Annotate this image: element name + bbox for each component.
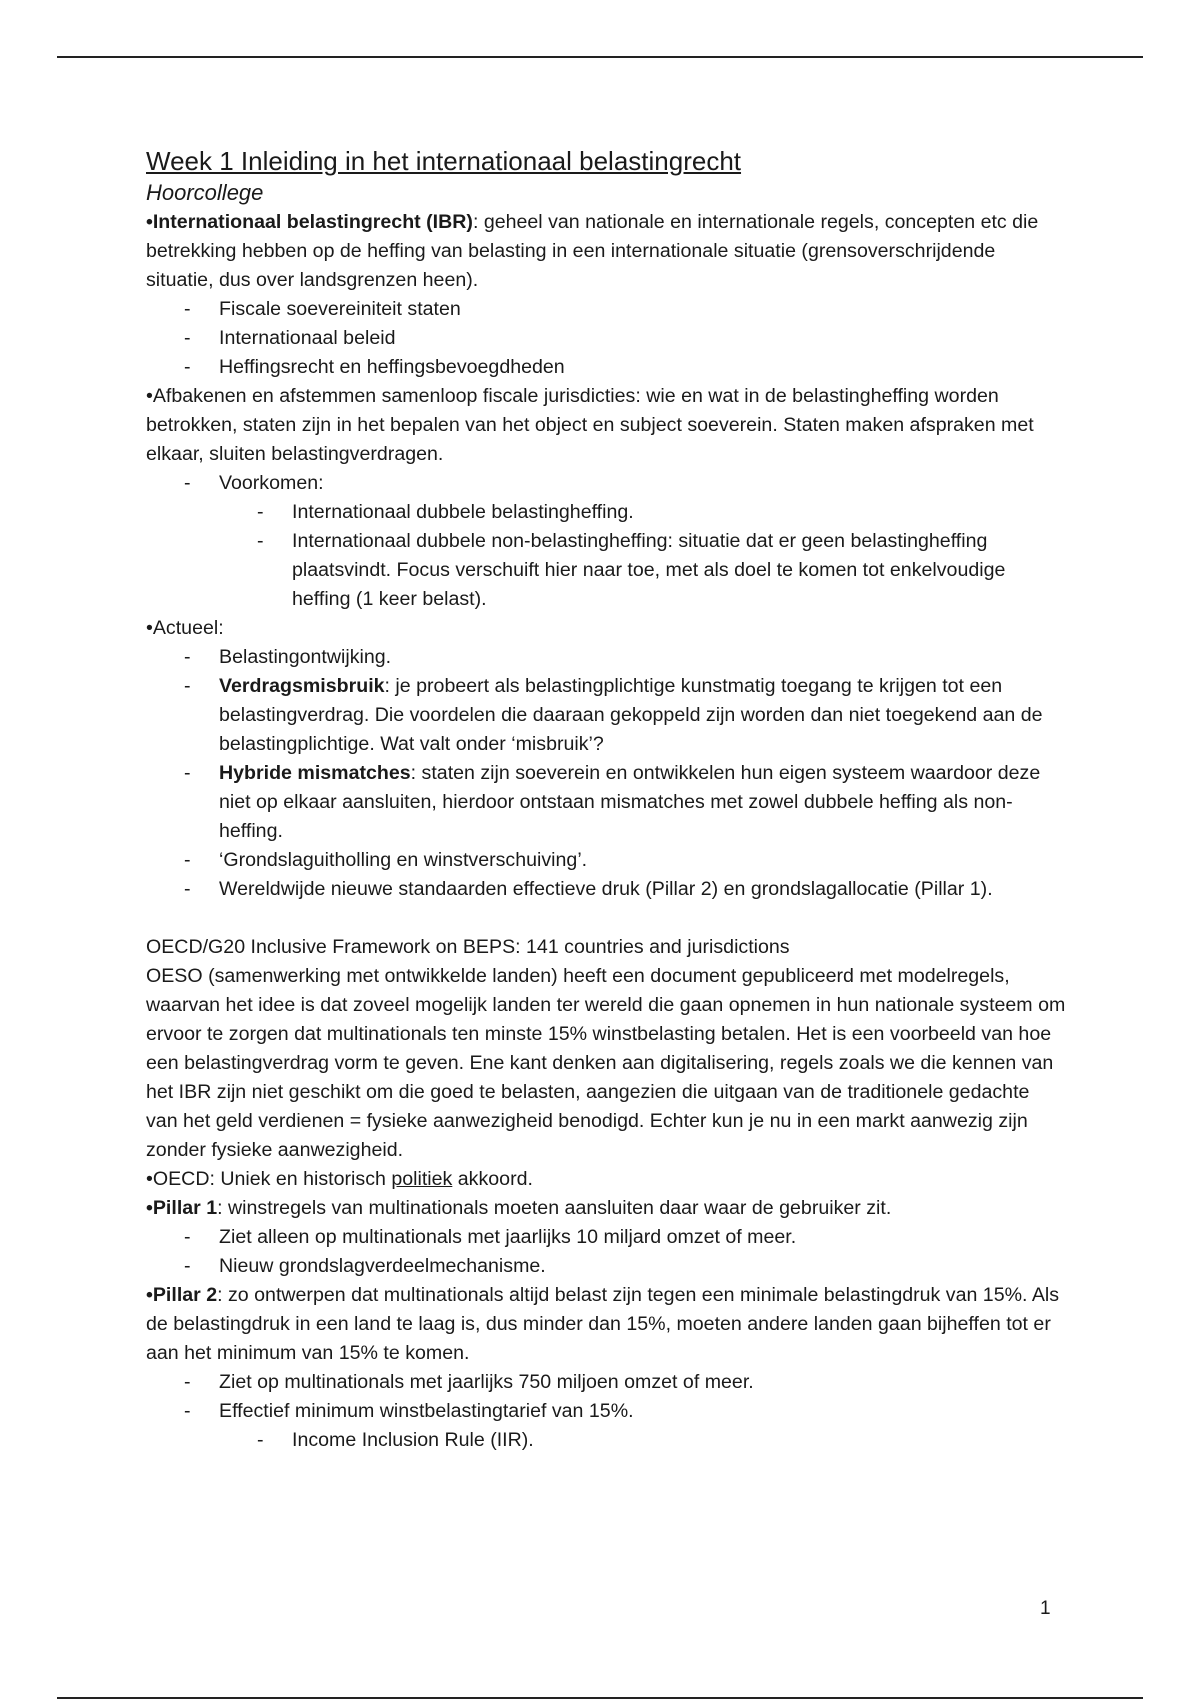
afbakenen-paragraph: •Afbakenen en afstemmen samenloop fiscale jurisdicties: wie en wat in de belastingheffing worden betrokken, staten zijn in het bepalen van het object en subject soeverein. Staten maken afspraken met elkaar, sluiten belastingverdragen. xyxy=(146,385,1034,465)
pillar1-paragraph xyxy=(146,1194,1066,1223)
sub-list-item xyxy=(146,1426,1066,1455)
dash: - xyxy=(184,298,191,320)
term-hybride-mismatches: Hybride mismatches xyxy=(219,762,411,784)
dash: - xyxy=(257,530,264,552)
list-item xyxy=(146,759,1066,846)
top-rule xyxy=(57,56,1143,58)
list-item-text: Nieuw grondslagverdeelmechanisme. xyxy=(219,1255,546,1277)
dash: - xyxy=(184,878,191,900)
sub-list-item xyxy=(146,498,1066,527)
list-item xyxy=(146,353,1066,382)
dash: - xyxy=(184,472,191,494)
term-verdragsmisbruik: Verdragsmisbruik xyxy=(219,675,385,697)
list-item-text: : staten zijn soeverein en ontwikkelen hun eigen systeem waardoor deze niet op elkaar aansluiten, hierdoor ontstaan mismatches met zowel dubbele heffing als non-heffing. xyxy=(219,762,1041,842)
dash: - xyxy=(184,762,191,784)
list-item-text: Internationaal beleid xyxy=(219,327,396,349)
list-item-text: Heffingsrecht en heffingsbevoegdheden xyxy=(219,356,565,378)
dash: - xyxy=(257,1429,264,1451)
list-item-text: Ziet alleen op multinationals met jaarlijks 10 miljard omzet of meer. xyxy=(219,1226,797,1248)
list-item-text: Internationaal dubbele non-belastingheffing: situatie dat er geen belastingheffing plaatsvindt. Focus verschuift hier naar toe, met als doel te komen tot enkelvoudige heffing (1 keer belast). xyxy=(292,530,1006,610)
list-item xyxy=(146,469,1066,498)
bottom-rule xyxy=(57,1697,1143,1699)
spacer xyxy=(146,904,1066,933)
dash: - xyxy=(184,1371,191,1393)
list-item xyxy=(146,643,1066,672)
list-item xyxy=(146,324,1066,353)
list-item-text: Wereldwijde nieuwe standaarden effectieve druk (Pillar 2) en grondslagallocatie (Pillar 1). xyxy=(219,878,993,900)
dash: - xyxy=(184,327,191,349)
ibr-text: : geheel van nationale en internationale regels, concepten etc die betrekking hebben op de heffing van belasting in een internationale situatie (grensoverschrijdende situatie, dus over landsgrenzen heen). xyxy=(146,211,1039,291)
document-page xyxy=(146,144,1066,1455)
list-item-text: Ziet op multinationals met jaarlijks 750 miljoen omzet of meer. xyxy=(219,1371,754,1393)
dash: - xyxy=(184,849,191,871)
list-item-text: Belastingontwijking. xyxy=(219,646,392,668)
list-item xyxy=(146,1223,1066,1252)
dash: - xyxy=(184,675,191,697)
list-item xyxy=(146,672,1066,759)
pillar2-term: •Pillar 2 xyxy=(146,1284,218,1306)
pillar2-text: : zo ontwerpen dat multinationals altijd belast zijn tegen een minimale belastingdruk van 15%. Als de belastingdruk in een land te laag is, dus minder dan 15%, moeten andere landen gaan bijheffen tot er aan het minimum van 15% te komen. xyxy=(146,1284,1060,1364)
page-number: 1 xyxy=(1040,1598,1051,1619)
sub-list-item xyxy=(146,527,1066,614)
oecd-text: •OECD: Uniek en historisch xyxy=(146,1168,392,1190)
list-item-text: Voorkomen: xyxy=(219,472,324,494)
list-item xyxy=(146,846,1066,875)
pillar1-term: •Pillar 1 xyxy=(146,1197,218,1219)
actueel-heading: •Actueel: xyxy=(146,617,224,639)
dash: - xyxy=(184,1255,191,1277)
dash: - xyxy=(184,1226,191,1248)
oecd-text-end: akkoord. xyxy=(452,1168,533,1190)
list-item xyxy=(146,1252,1066,1281)
list-item-text: Income Inclusion Rule (IIR). xyxy=(292,1429,534,1451)
dash: - xyxy=(184,356,191,378)
ibr-term: •Internationaal belastingrecht (IBR) xyxy=(146,211,473,233)
dash: - xyxy=(184,646,191,668)
oecd-akkoord-line xyxy=(146,1165,1066,1194)
pillar1-text: : winstregels van multinationals moeten aansluiten daar waar de gebruiker zit. xyxy=(217,1197,892,1219)
list-item xyxy=(146,875,1066,904)
pillar2-paragraph xyxy=(146,1281,1066,1368)
list-item-text: : je probeert als belastingplichtige kunstmatig toegang te krijgen tot een belastingverdrag. Die voordelen die daaraan gekoppeld zijn worden dan niet toegekend aan de belastingplichtige. Wat valt onder ‘misbruik’? xyxy=(219,675,1043,755)
list-item-text: Internationaal dubbele belastingheffing. xyxy=(292,501,634,523)
list-item xyxy=(146,1397,1066,1426)
ibr-definition xyxy=(146,208,1066,295)
dash: - xyxy=(184,1400,191,1422)
page-title: Week 1 Inleiding in het internationaal belastingrecht xyxy=(146,146,742,176)
list-item-text: Fiscale soevereiniteit staten xyxy=(219,298,461,320)
list-item-text: ‘Grondslaguitholling en winstverschuiving’. xyxy=(219,849,588,871)
list-item-text: Effectief minimum winstbelastingtarief van 15%. xyxy=(219,1400,634,1422)
underlined-politiek: politiek xyxy=(391,1168,453,1190)
oeso-paragraph: OESO (samenwerking met ontwikkelde landen) heeft een document gepubliceerd met modelregels, waarvan het idee is dat zoveel mogelijk landen ter wereld die gaan opnemen in hun nationale systeem om ervoor te zorgen dat multinationals ten minste 15% winstbelasting betalen. Het is een voorbeeld van hoe een belastingverdrag vorm te geven. Ene kant denken aan digitalisering, regels zoals we die kennen van het IBR zijn niet geschikt om die goed te belasten, aangezien die uitgaan van de traditionele gedachte van het geld verdienen = fysieke aanwezigheid benodigd. Echter kun je nu in een markt aanwezig zijn zonder fysieke aanwezigheid. xyxy=(146,965,1066,1161)
list-item xyxy=(146,1368,1066,1397)
dash: - xyxy=(257,501,264,523)
subtitle: Hoorcollege xyxy=(146,180,264,205)
list-item xyxy=(146,295,1066,324)
oecd-framework-line: OECD/G20 Inclusive Framework on BEPS: 141 countries and jurisdictions xyxy=(146,936,790,958)
